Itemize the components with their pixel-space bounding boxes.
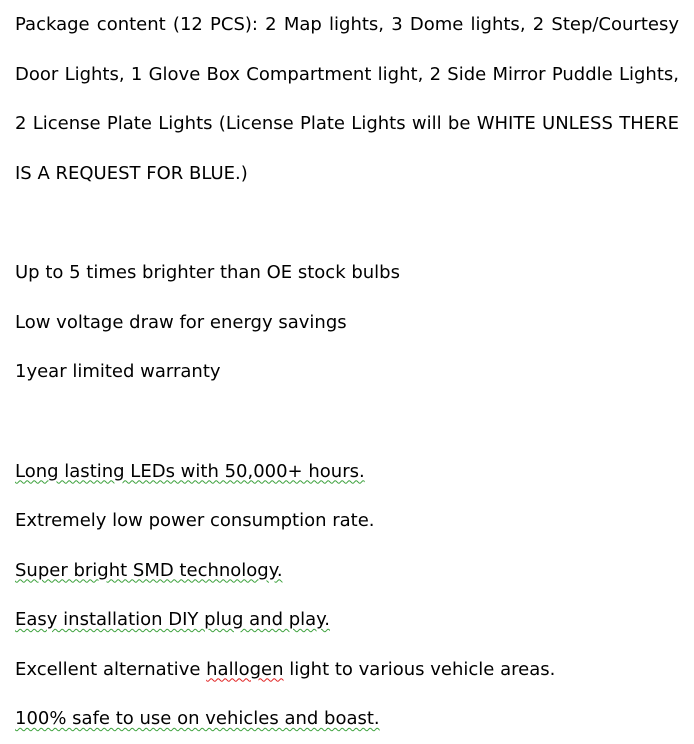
spec-line-warranty: 1year limited warranty bbox=[15, 361, 221, 382]
spec-line-voltage: Low voltage draw for energy savings bbox=[15, 311, 347, 333]
feature-line-power: Extremely low power consumption rate. bbox=[15, 510, 375, 531]
grammar-flagged-text: Long lasting LEDs with 50,000+ hours. bbox=[15, 460, 365, 482]
grammar-flagged-text: 100% safe to use on vehicles and boast. bbox=[15, 708, 380, 729]
spelling-flagged-word: hallogen bbox=[206, 658, 284, 680]
feature-line-safety bbox=[15, 694, 679, 744]
blank-line bbox=[15, 198, 679, 248]
feature-line-smd bbox=[15, 546, 679, 596]
feature-line-lifetime bbox=[15, 447, 679, 497]
spec-line-brightness: Up to 5 times brighter than OE stock bulbs bbox=[15, 262, 400, 283]
feature-text-end: light to various vehicle areas. bbox=[283, 658, 556, 680]
feature-text-start: Excellent alternative bbox=[15, 658, 207, 680]
grammar-flagged-text: Super bright SMD technology. bbox=[15, 559, 283, 581]
feature-line-alternative bbox=[15, 645, 679, 695]
blank-line bbox=[15, 397, 679, 447]
feature-line-installation bbox=[15, 595, 679, 645]
package-content-paragraph: Package content (12 PCS): 2 Map lights, 3 Dome lights, 2 Step/Courtesy Door Lights, 1 Glove Box Compartment light, 2 Side Mirror Puddle Lights, 2 License Plate Lights (License Plate Lights will be WHITE UNLESS THERE IS A REQUEST FOR BLUE.) bbox=[15, 14, 679, 184]
document-body bbox=[15, 0, 679, 744]
grammar-flagged-text: Easy installation DIY plug and play. bbox=[15, 609, 330, 630]
